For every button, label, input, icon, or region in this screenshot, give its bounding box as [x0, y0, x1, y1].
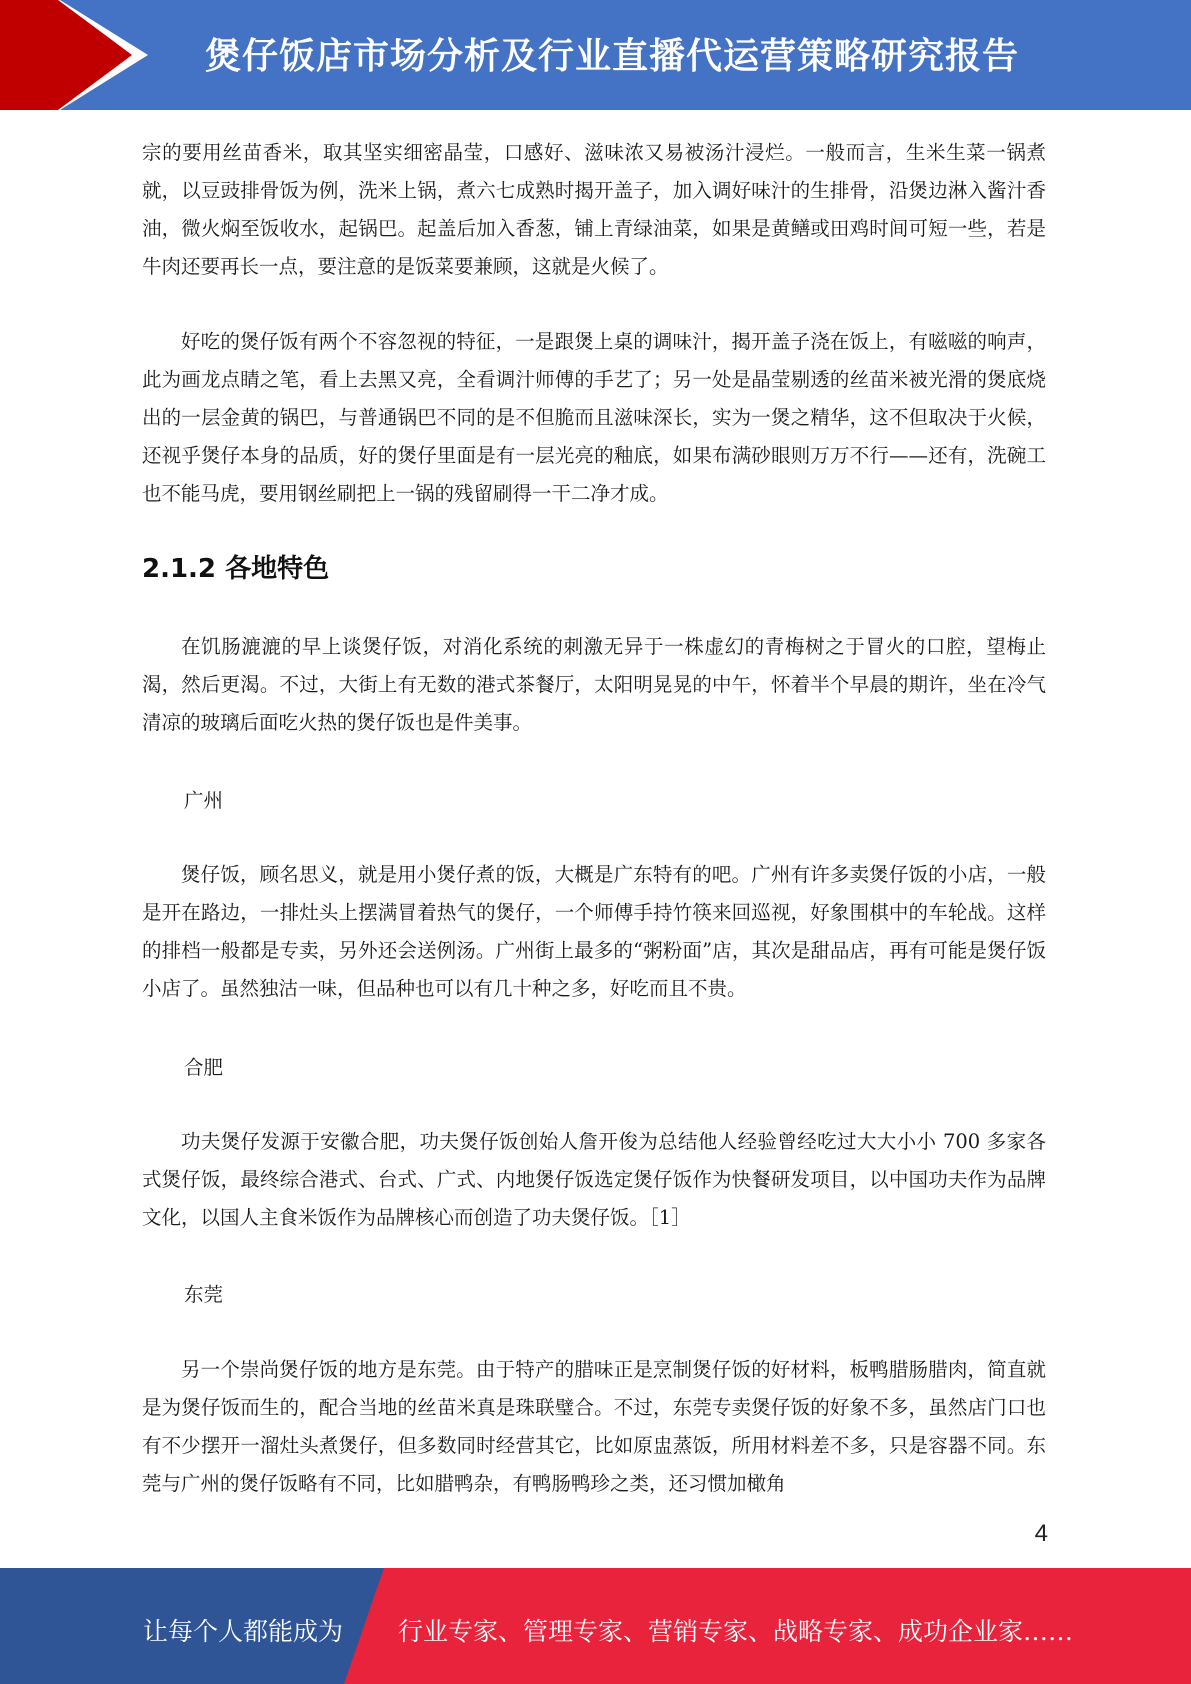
section-heading: 2.1.2 各地特色 [142, 554, 330, 584]
header-chevron-decoration [0, 0, 160, 110]
region-label-dongguan: 东莞 [184, 1283, 224, 1306]
page-footer [0, 1568, 1191, 1684]
paragraph-hefei: 功夫煲仔发源于安徽合肥，功夫煲仔饭创始人詹开俊为总结他人经验曾经吃过大大小小 700 多家各式煲仔饭，最终综合港式、台式、广式、内地煲仔饭选定煲仔饭作为快餐研发项目，以中国功夫作为品牌文化，以国人主食米饭作为品牌核心而创造了功夫煲仔饭。［1］ [142, 1130, 1046, 1229]
region-label-guangzhou: 广州 [184, 789, 224, 812]
paragraph-intro: 在饥肠漉漉的早上谈煲仔饭，对消化系统的刺激无异于一株虚幻的青梅树之于冒火的口腔，望梅止渴，然后更渴。不过，大街上有无数的港式茶餐厅，太阳明晃晃的中午，怀着半个早晨的期许，坐在冷气清凉的玻璃后面吃火热的煲仔饭也是件美事。 [142, 635, 1046, 734]
paragraph-features: 好吃的煲仔饭有两个不容忽视的特征，一是跟煲上桌的调味汁，揭开盖子浇在饭上，有嗞嗞的响声，此为画龙点睛之笔，看上去黑又亮，全看调汁师傅的手艺了；另一处是晶莹剔透的丝苗米被光滑的煲底烧出的一层金黄的锅巴，与普通锅巴不同的是不但脆而且滋味深长，实为一煲之精华，这不但取决于火候，还视乎煲仔本身的品质，好的煲仔里面是有一层光亮的釉底，如果布满砂眼则万万不行——还有，洗碗工也不能马虎，要用钢丝刷把上一锅的残留刷得一干二净才成。 [142, 330, 1046, 505]
paragraph-cooking-method: 宗的要用丝苗香米，取其坚实细密晶莹，口感好、滋味浓又易被汤汁浸烂。一般而言，生米生菜一锅煮就，以豆豉排骨饭为例，洗米上锅，煮六七成熟时揭开盖子，加入调好味汁的生排骨，沿煲边淋入酱汁香油，微火焖至饭收水，起锅巴。起盖后加入香葱，铺上青绿油菜，如果是黄鳝或田鸡时间可短一些，若是牛肉还要再长一点，要注意的是饭菜要兼顾，这就是火候了。 [142, 141, 1046, 278]
paragraph-dongguan: 另一个崇尚煲仔饭的地方是东莞。由于特产的腊味正是烹制煲仔饭的好材料，板鸭腊肠腊肉，简直就是为煲仔饭而生的，配合当地的丝苗米真是珠联璧合。不过，东莞专卖煲仔饭的好象不多，虽然店门口也有不少摆开一溜灶头煮煲仔，但多数同时经营其它，比如原盅蒸饭，所用材料差不多，只是容器不同。东莞与广州的煲仔饭略有不同，比如腊鸭杂，有鸭肠鸭珍之类，还习惯加橄角 [142, 1358, 1046, 1495]
report-title: 煲仔饭店市场分析及行业直播代运营策略研究报告 [205, 36, 1020, 77]
footer-slogan-right: 行业专家、管理专家、营销专家、战略专家、成功企业家…… [398, 1617, 1074, 1646]
paragraph-guangzhou: 煲仔饭，顾名思义，就是用小煲仔煮的饭，大概是广东特有的吧。广州有许多卖煲仔饭的小店，一般是开在路边，一排灶头上摆满冒着热气的煲仔，一个师傅手持竹筷来回巡视，好象围棋中的车轮战。这样的排档一般都是专卖，另外还会送例汤。广州街上最多的“粥粉面”店，其次是甜品店，再有可能是煲仔饭小店了。虽然独沽一味，但品种也可以有几十种之多，好吃而且不贵。 [142, 863, 1046, 1000]
page-number: 4 [1034, 1520, 1048, 1547]
region-label-hefei: 合肥 [184, 1056, 224, 1079]
footer-slogan-left: 让每个人都能成为 [143, 1617, 344, 1646]
page-header [0, 0, 1191, 110]
